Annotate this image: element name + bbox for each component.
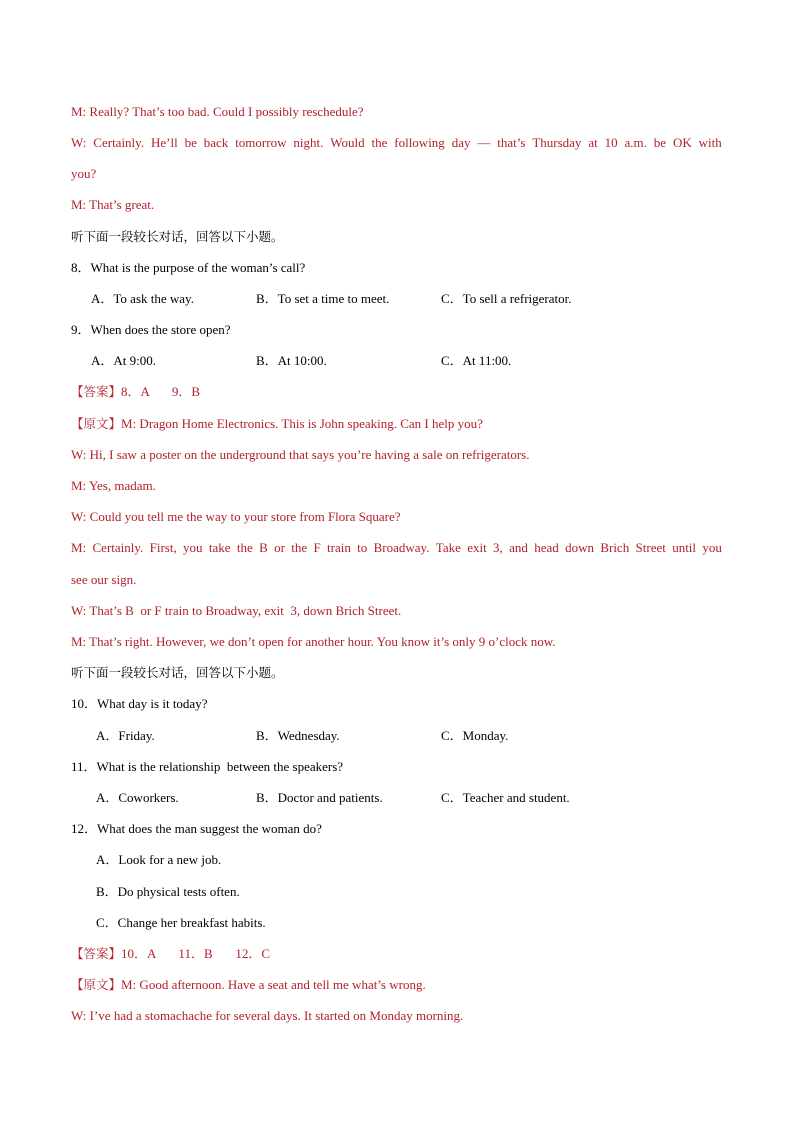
transcript-tag: 【原文】 — [71, 416, 122, 431]
dialogue-line: W: Hi, I saw a poster on the underground that says you’re having a sale on refrigerators. — [71, 447, 530, 462]
answer-tag: 【答案】 — [71, 946, 122, 961]
word: you — [183, 540, 203, 555]
word: M: — [71, 540, 87, 555]
word: that’s — [497, 135, 526, 150]
section-instruction: 听下面一段较长对话，回答以下小题。 — [71, 665, 284, 680]
word: be — [184, 135, 197, 150]
word: night. — [293, 135, 324, 150]
word: train — [327, 540, 351, 555]
dialogue-line: W: Could you tell me the way to your store from Flora Square? — [71, 509, 401, 524]
word: or — [274, 540, 285, 555]
word: with — [698, 135, 722, 150]
question-stem: 9．When does the store open? — [71, 322, 231, 337]
answer-line — [71, 946, 270, 962]
dialogue-text: M: Dragon Home Electronics. This is John speaking. Can I help you? — [121, 416, 483, 431]
dialogue-line: W: I’ve had a stomachache for several days. It started on Monday morning. — [71, 1008, 464, 1023]
dialogue-line: M: Really? That’s too bad. Could I possibly reschedule? — [71, 104, 364, 119]
word: Certainly. — [93, 135, 145, 150]
word: Would — [330, 135, 365, 150]
word: at — [588, 135, 598, 150]
word: W: — [71, 135, 87, 150]
word: exit — [467, 540, 487, 555]
answer-values: 10．A 11．B 12．C — [121, 946, 271, 961]
word: down — [565, 540, 594, 555]
transcript-line — [71, 977, 426, 993]
question-stem: 12．What does the man suggest the woman do? — [71, 821, 322, 836]
option-a: A．Friday. — [96, 728, 155, 743]
option-b: B．Wednesday. — [256, 728, 340, 743]
option-a: A．Coworkers. — [96, 790, 179, 805]
word: Broadway. — [373, 540, 430, 555]
word: He’ll — [150, 135, 178, 150]
word: Certainly. — [92, 540, 144, 555]
option-c: C．Change her breakfast habits. — [96, 915, 266, 930]
option-a: A．Look for a new job. — [96, 852, 222, 867]
answer-tag: 【答案】 — [71, 384, 122, 399]
option-b: B．At 10:00. — [256, 353, 327, 368]
word: take — [208, 540, 231, 555]
option-a: A．To ask the way. — [91, 291, 194, 306]
word: the — [371, 135, 388, 150]
word: the — [236, 540, 253, 555]
word: head — [534, 540, 559, 555]
question-stem: 10．What day is it today? — [71, 696, 208, 711]
word: First, — [149, 540, 177, 555]
word: Street — [635, 540, 666, 555]
dialogue-line: M: That’s right. However, we don’t open for another hour. You know it’s only 9 o’clock now. — [71, 634, 556, 649]
dialogue-line-justified — [71, 540, 722, 556]
dialogue-line-justified — [71, 135, 722, 151]
word: F — [313, 540, 321, 555]
option-c: C．Monday. — [441, 728, 509, 743]
word: and — [509, 540, 528, 555]
question-stem: 11．What is the relationship between the speakers? — [71, 759, 344, 774]
word: B — [259, 540, 268, 555]
option-b: B．Doctor and patients. — [256, 790, 383, 805]
option-b: B．To set a time to meet. — [256, 291, 390, 306]
option-c: C．At 11:00. — [441, 353, 512, 368]
transcript-tag: 【原文】 — [71, 977, 122, 992]
word: be — [653, 135, 667, 150]
dialogue-text: M: Good afternoon. Have a seat and tell me what’s wrong. — [121, 977, 426, 992]
answer-values: 8．A 9．B — [121, 384, 201, 399]
word: to — [357, 540, 368, 555]
word: you — [702, 540, 722, 555]
word: back — [203, 135, 229, 150]
option-a: A．At 9:00. — [91, 353, 157, 368]
word: day — [451, 135, 471, 150]
transcript-line — [71, 416, 483, 432]
option-c: C．To sell a refrigerator. — [441, 291, 572, 306]
word: tomorrow — [235, 135, 287, 150]
word: 3, — [493, 540, 503, 555]
word: Brich — [600, 540, 630, 555]
dialogue-line: M: That’s great. — [71, 197, 155, 212]
word: the — [291, 540, 308, 555]
word: a.m. — [624, 135, 647, 150]
dialogue-line: see our sign. — [71, 572, 137, 587]
word: Thursday — [532, 135, 582, 150]
word: 10 — [604, 135, 618, 150]
option-b: B．Do physical tests often. — [96, 884, 240, 899]
word: Take — [435, 540, 461, 555]
dialogue-line: W: That’s B or F train to Broadway, exit 3, down Brich Street. — [71, 603, 402, 618]
option-c: C．Teacher and student. — [441, 790, 570, 805]
word: OK — [672, 135, 692, 150]
word: until — [672, 540, 697, 555]
section-instruction: 听下面一段较长对话，回答以下小题。 — [71, 229, 284, 244]
question-stem: 8．What is the purpose of the woman’s call? — [71, 260, 306, 275]
dialogue-line: you? — [71, 166, 97, 181]
answer-line — [71, 384, 200, 400]
dialogue-line: M: Yes, madam. — [71, 478, 156, 493]
word: — — [477, 135, 491, 150]
word: following — [394, 135, 445, 150]
